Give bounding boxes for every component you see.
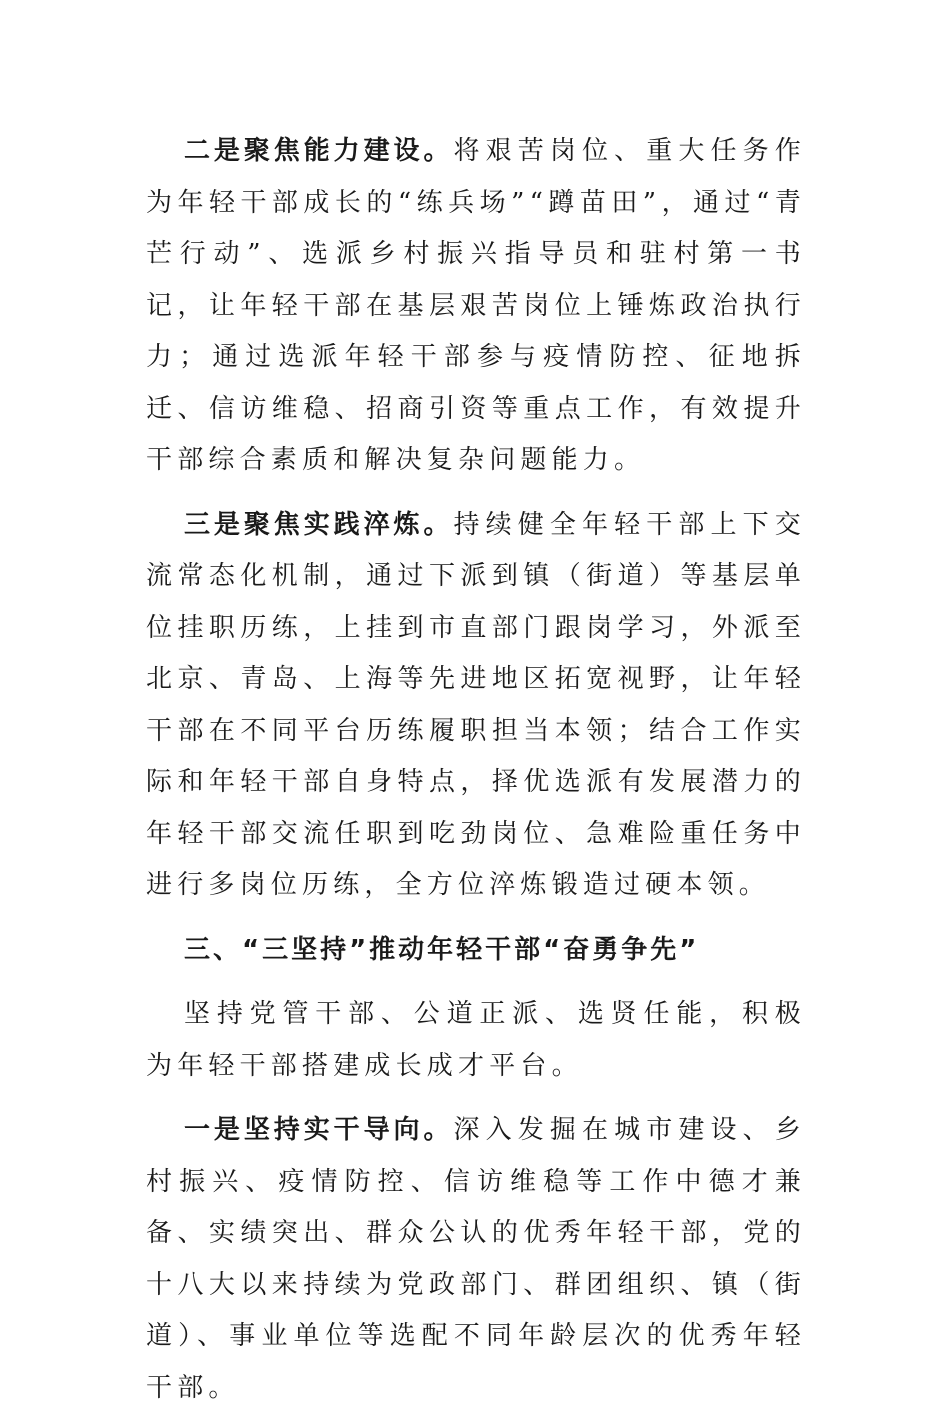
paragraph-body: 持续健全年轻干部上下交流常态化机制，通过下派到镇（街道）等基层单位挂职历练，上挂到市直部门跟岗学习，外派至北京、青岛、上海等先进地区拓宽视野，让年轻干部在不同平台历练履职担当本领；结合工作实际和年轻干部自身特点，择优选派有发展潜力的年轻干部交流任职到吃劲岗位、急难险重任务中进行多岗位历练，全方位淬炼锻造过硬本领。 [146,509,806,900]
paragraph-body: 深入发掘在城市建设、乡村振兴、疫情防控、信访维稳等工作中德才兼备、实绩突出、群众公认的优秀年轻干部，党的十八大以来持续为党政部门、群团组织、镇（街道）、事业单位等选配不同年龄层次的优秀年轻干部。 [146,1115,806,1403]
section-heading: 三、“三坚持”推动年轻干部“奋勇争先” [184,934,700,965]
paragraph-practice-tempering [146,500,806,912]
paragraph-practical-orientation [146,1105,806,1414]
paragraph-ability-building [146,126,806,487]
paragraph-lead: 二是聚焦能力建设。 [184,136,454,166]
paragraph-lead: 三是聚焦实践淬炼。 [184,509,454,540]
paragraph-lead: 一是坚持实干导向。 [184,1115,454,1145]
paragraph-body: 将艰苦岗位、重大任务作为年轻干部成长的“练兵场”“蹲苗田”，通过“青芒行动”、选派乡村振兴指导员和驻村第一书记，让年轻干部在基层艰苦岗位上锤炼政治执行力；通过选派年轻干部参与疫情防控、征地拆迁、信访维稳、招商引资等重点工作，有效提升干部综合素质和解决复杂问题能力。 [146,136,806,475]
document-page [146,126,806,1414]
paragraph-intro: 坚持党管干部、公道正派、选贤任能，积极为年轻干部搭建成长成才平台。 [146,999,806,1081]
